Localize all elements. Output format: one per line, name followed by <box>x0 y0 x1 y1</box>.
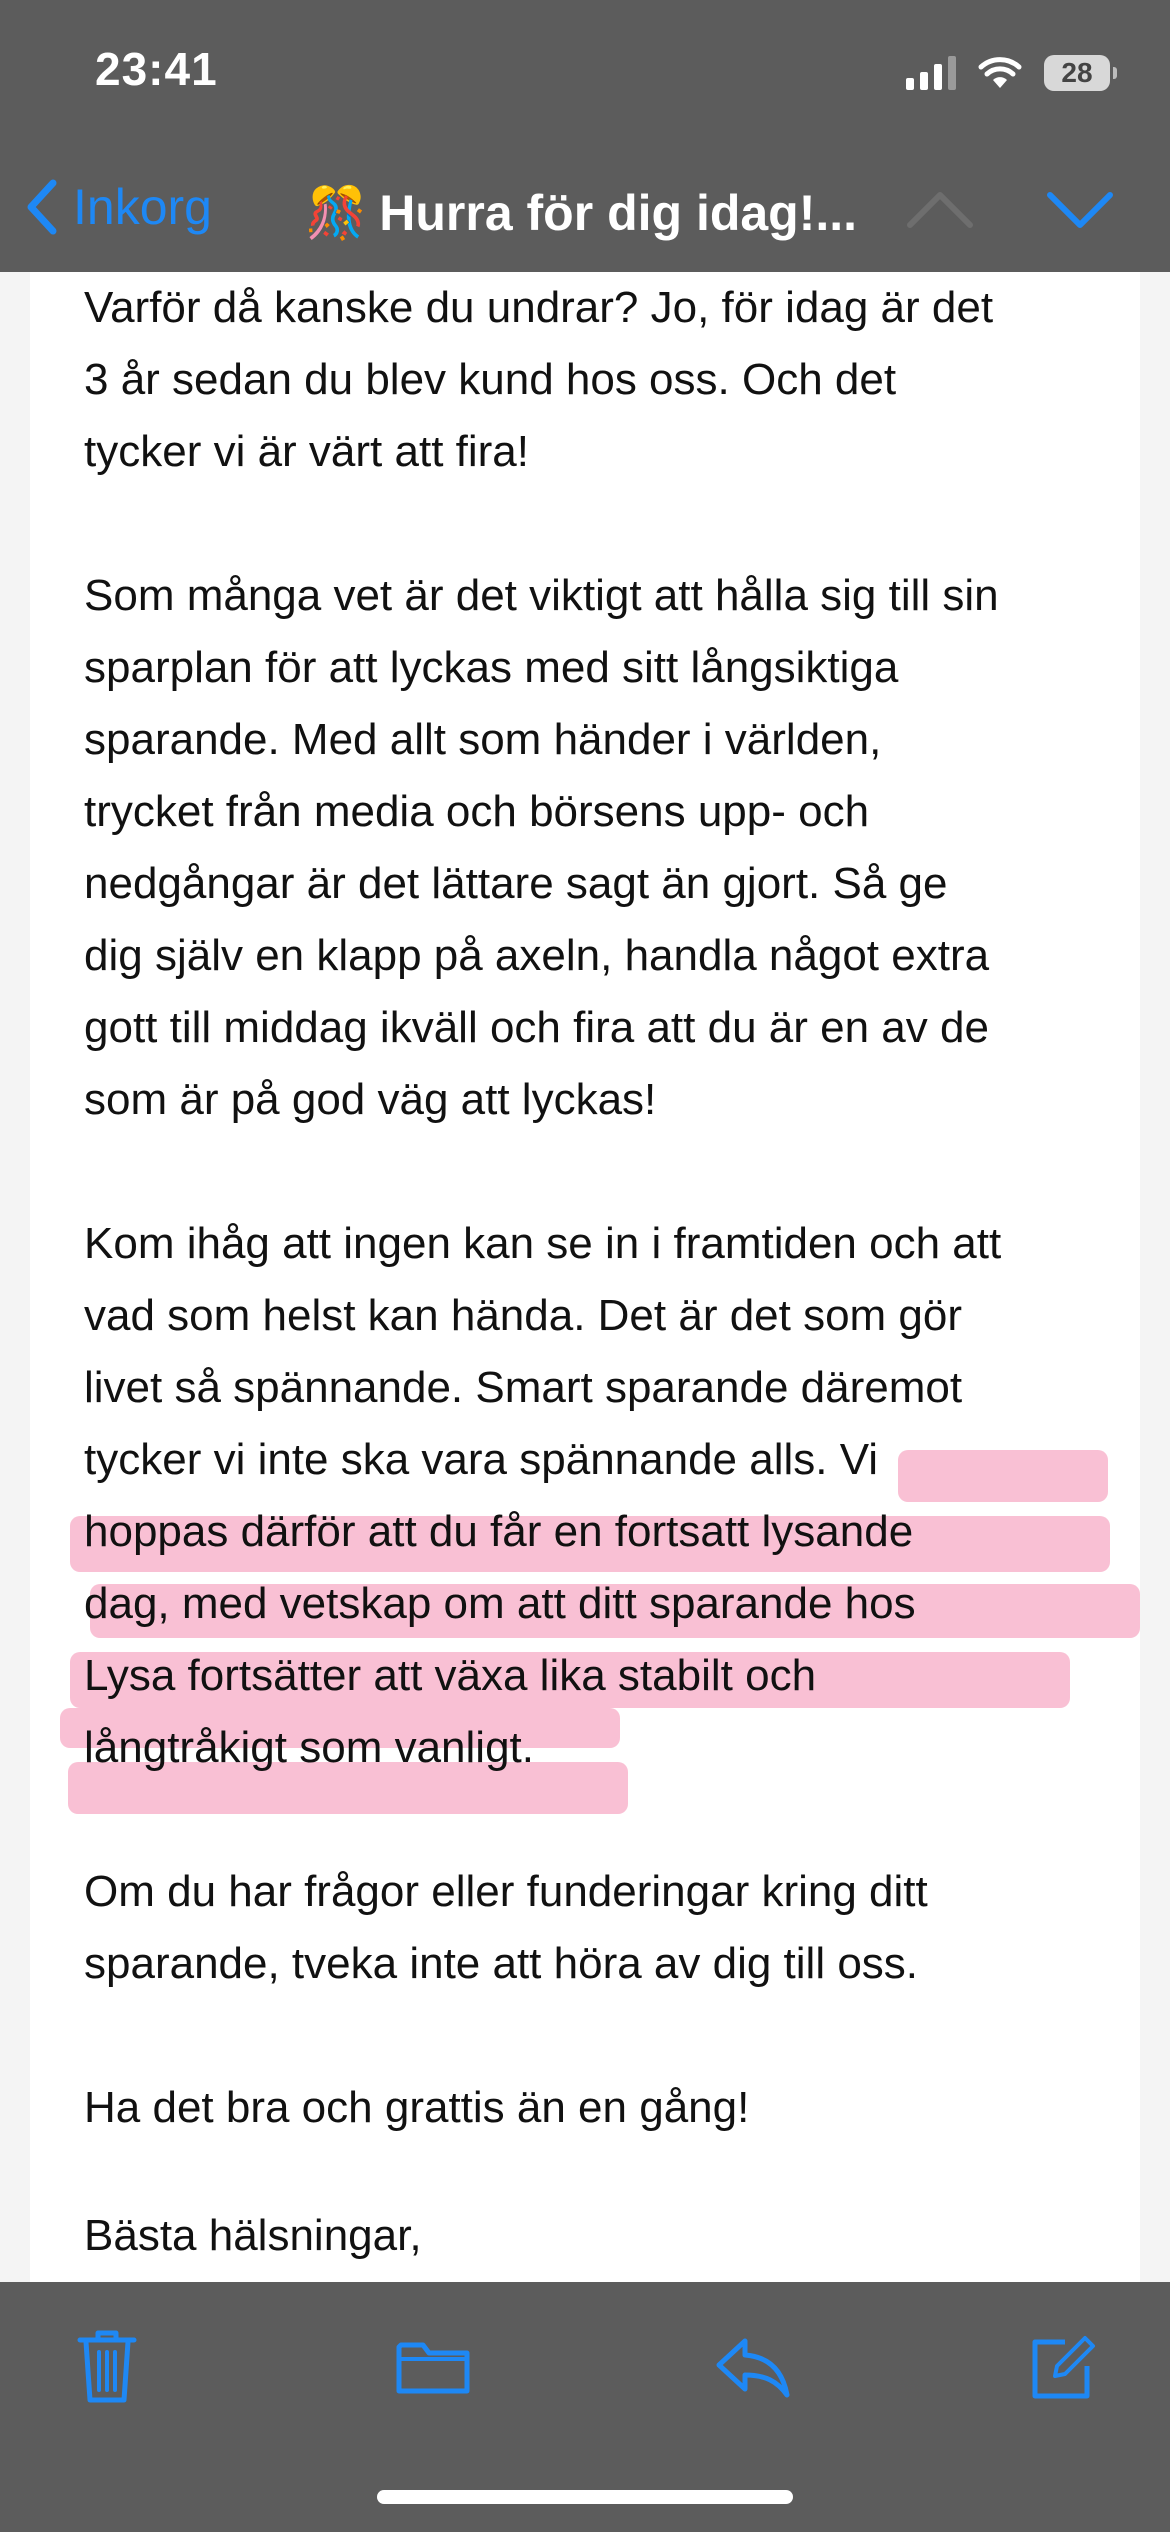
text-line: Bästa hälsningar, <box>84 2211 422 2260</box>
email-subject-text: Hurra för dig idag!... <box>379 185 858 241</box>
text-line: Varför då kanske du undrar? Jo, för idag är det <box>84 283 994 332</box>
paragraph-savings-plan <box>84 560 1124 1136</box>
trash-icon <box>76 2328 138 2406</box>
battery-icon <box>1044 55 1110 91</box>
back-to-inbox-button[interactable] <box>25 172 212 242</box>
email-subject-title <box>305 178 895 248</box>
cellular-signal-icon <box>906 56 956 90</box>
chevron-down-icon <box>1045 180 1115 240</box>
text-line: livet så spännande. Smart sparande däremot <box>84 1363 963 1412</box>
paragraph-future <box>84 1208 1124 1784</box>
paragraph-congrats <box>84 2072 1124 2144</box>
text-line: vad som helst kan hända. Det är det som gör <box>84 1291 963 1340</box>
confetti-icon: 🎊 <box>305 184 368 241</box>
email-body[interactable] <box>30 272 1140 2282</box>
navigation-bar <box>0 150 1170 272</box>
paragraph-intro <box>84 272 1124 488</box>
compose-icon <box>1027 2332 1097 2402</box>
text-line: tycker vi är värt att fira! <box>84 427 529 476</box>
text-line: dig själv en klapp på axeln, handla något extra <box>84 931 990 980</box>
text-line: sparplan för att lyckas med sitt långsiktiga <box>84 643 899 692</box>
text-line: Som många vet är det viktigt att hålla sig till sin <box>84 571 999 620</box>
text-line: Ha det bra och grattis än en gång! <box>84 2083 750 2132</box>
previous-email-button[interactable] <box>905 180 975 240</box>
text-line: Om du har frågor eller funderingar kring ditt <box>84 1867 928 1916</box>
text-line: gott till middag ikväll och fira att du är en av de <box>84 1003 989 1052</box>
text-line: sparande. Med allt som händer i världen, <box>84 715 882 764</box>
next-email-button[interactable] <box>1045 180 1115 240</box>
reply-button[interactable] <box>698 2322 808 2412</box>
delete-button[interactable] <box>62 2322 152 2412</box>
move-to-folder-button[interactable] <box>378 2322 488 2412</box>
email-text <box>84 272 1124 2272</box>
compose-button[interactable] <box>1012 2322 1112 2412</box>
status-bar <box>0 0 1170 150</box>
text-line: som är på god väg att lyckas! <box>84 1075 657 1124</box>
chevron-left-icon <box>25 179 59 235</box>
text-line: tycker vi inte ska vara spännande alls. Vi <box>84 1435 879 1484</box>
wifi-icon <box>978 56 1022 90</box>
reply-icon <box>715 2335 791 2399</box>
text-line: Kom ihåg att ingen kan se in i framtiden och att <box>84 1219 1002 1268</box>
home-indicator[interactable] <box>377 2490 793 2504</box>
text-line: hoppas därför att du får en fortsatt lysande <box>84 1507 914 1556</box>
text-line: långtråkigt som vanligt. <box>84 1723 534 1772</box>
paragraph-questions <box>84 1856 1124 2000</box>
text-line: nedgångar är det lättare sagt än gjort. Så ge <box>84 859 948 908</box>
text-line: Lysa fortsätter att växa lika stabilt och <box>84 1651 817 1700</box>
folder-icon <box>395 2337 471 2397</box>
text-line: sparande, tveka inte att höra av dig till oss. <box>84 1939 919 1988</box>
text-line: trycket från media och börsens upp- och <box>84 787 870 836</box>
chevron-up-icon <box>905 180 975 240</box>
status-icons <box>906 50 1110 96</box>
status-time: 23:41 <box>95 43 218 95</box>
text-line: 3 år sedan du blev kund hos oss. Och det <box>84 355 897 404</box>
battery-level: 28 <box>1061 57 1093 88</box>
paragraph-signoff <box>84 2200 1124 2272</box>
back-button-label: Inkorg <box>73 179 212 235</box>
text-line: dag, med vetskap om att ditt sparande hos <box>84 1579 916 1628</box>
